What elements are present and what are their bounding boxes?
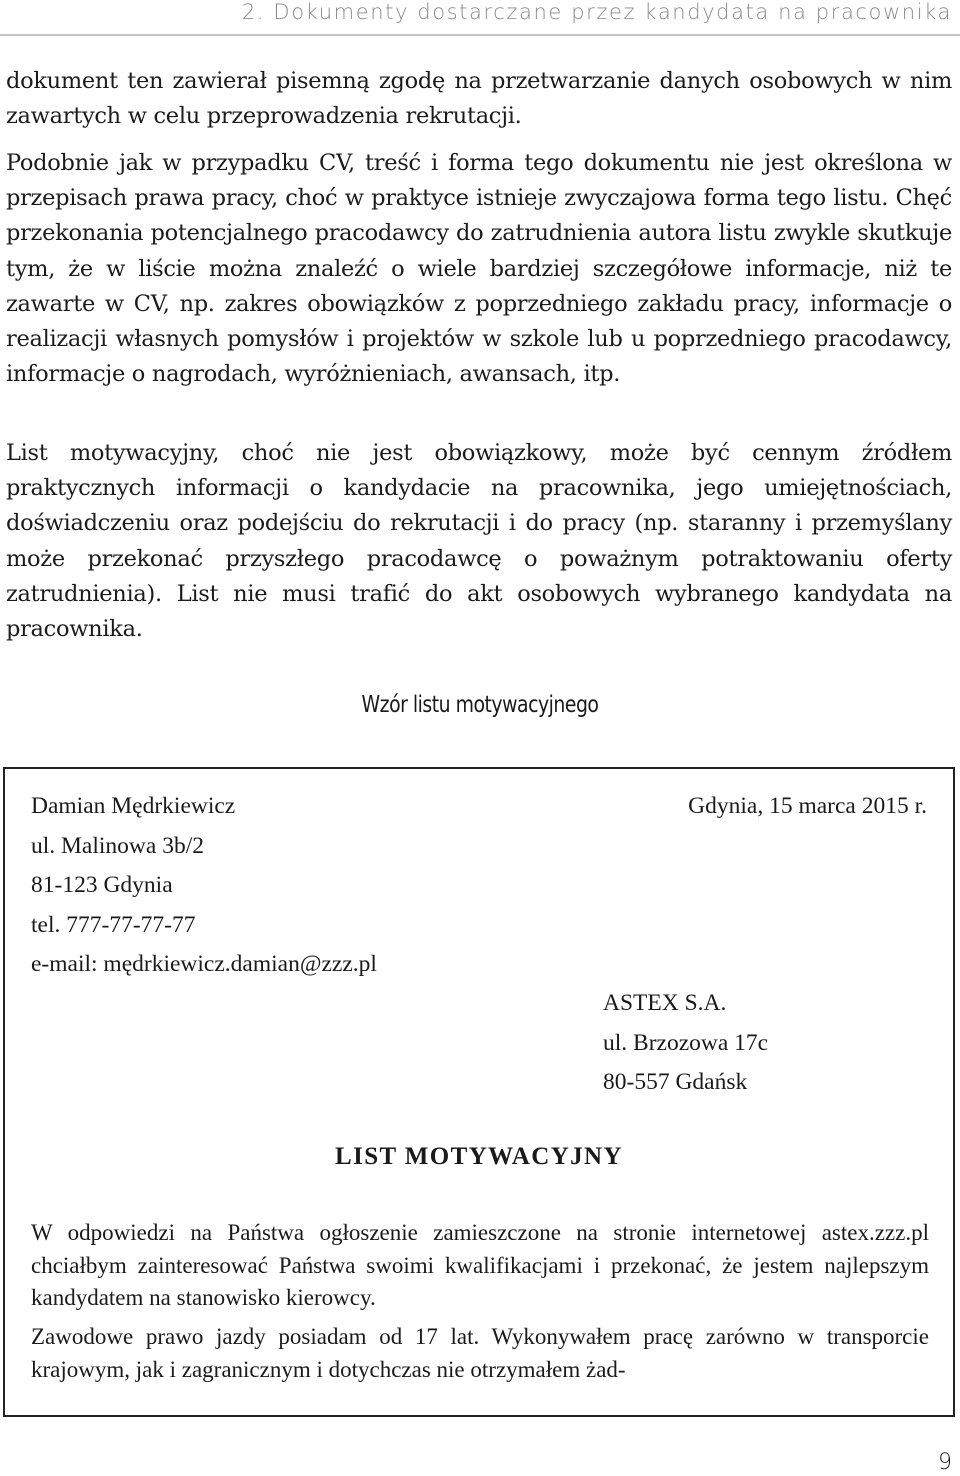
sender-name: Damian Mędrkiewicz xyxy=(31,793,236,819)
running-header: 2. Dokumenty dostarczane przez kandydata na pracownika xyxy=(241,0,952,24)
sender-block xyxy=(31,787,377,985)
sample-letter-box xyxy=(3,767,955,1417)
recipient-street: ul. Brzozowa 17c xyxy=(603,1029,769,1056)
letter-paragraph-1: W odpowiedzi na Państwa ogłoszenie zamieszczone na stronie internetowej astex.zzz.pl chciałbym zainteresować Państwa swoimi kwalifikacjami i przekonać, że jestem najlepszym kandydatem na stanowisko kierowcy. xyxy=(31,1220,929,1310)
place-date: Gdynia, 15 marca 2015 r. xyxy=(688,793,927,819)
paragraph-2: Podobnie jak w przypadku CV, treść i forma tego dokumentu nie jest określona w przepisach prawa pracy, choć w praktyce istnieje zwyczajowa forma tego listu. Chęć przekonania potencjalnego pracodawcy do zatrudnienia autora listu zwykle skutkuje tym, że w liście można znaleźć o wiele bardziej szczegółowe informacje, niż te zawarte w CV, np. zakres obowiązków z poprzedniego zakładu pracy, informacje o realizacji własnych pomysłów i projektów w szkole lub u poprzedniego pracodawcy, informacje o nagrodach, wyróżnieniach, awansach, itp. xyxy=(6,150,952,388)
recipient-block xyxy=(603,984,768,1103)
section-title: Wzór listu motywacyjnego xyxy=(361,692,599,718)
sender-email: e-mail: mędrkiewicz.damian@zzz.pl xyxy=(31,951,377,977)
recipient-company: ASTEX S.A. xyxy=(603,990,727,1016)
letter-title: LIST MOTYWACYJNY xyxy=(335,1143,623,1170)
paragraph-1: dokument ten zawierał pisemną zgodę na przetwarzanie danych osobowych w nim zawartych w celu przeprowadzenia rekrutacji. xyxy=(6,68,952,130)
sender-city: 81-123 Gdynia xyxy=(31,872,173,898)
header-divider xyxy=(0,34,960,36)
letter-paragraph-2: Zawodowe prawo jazdy posiadam od 17 lat. Wykonywałem pracę zarówno w transporcie krajowym, jak i zagranicznym i dotychczas nie otrzymałem żad- xyxy=(31,1324,929,1382)
sender-street: ul. Malinowa 3b/2 xyxy=(31,832,204,859)
sender-phone: tel. 777-77-77-77 xyxy=(31,911,196,938)
page-number: 9 xyxy=(938,1450,952,1475)
paragraph-3: List motywacyjny, choć nie jest obowiązkowy, może być cennym źródłem praktycznych informacji o kandydacie na pracownika, jego umiejętnościach, doświadczeniu oraz podejściu do rekrutacji i do pracy (np. staranny i przemyślany może przekonać przyszłego pracodawcę o poważnym potraktowaniu oferty zatrudnienia). List nie musi trafić do akt osobowych wybranego kandydata na pracownika. xyxy=(6,440,952,643)
recipient-city: 80-557 Gdańsk xyxy=(603,1069,748,1095)
